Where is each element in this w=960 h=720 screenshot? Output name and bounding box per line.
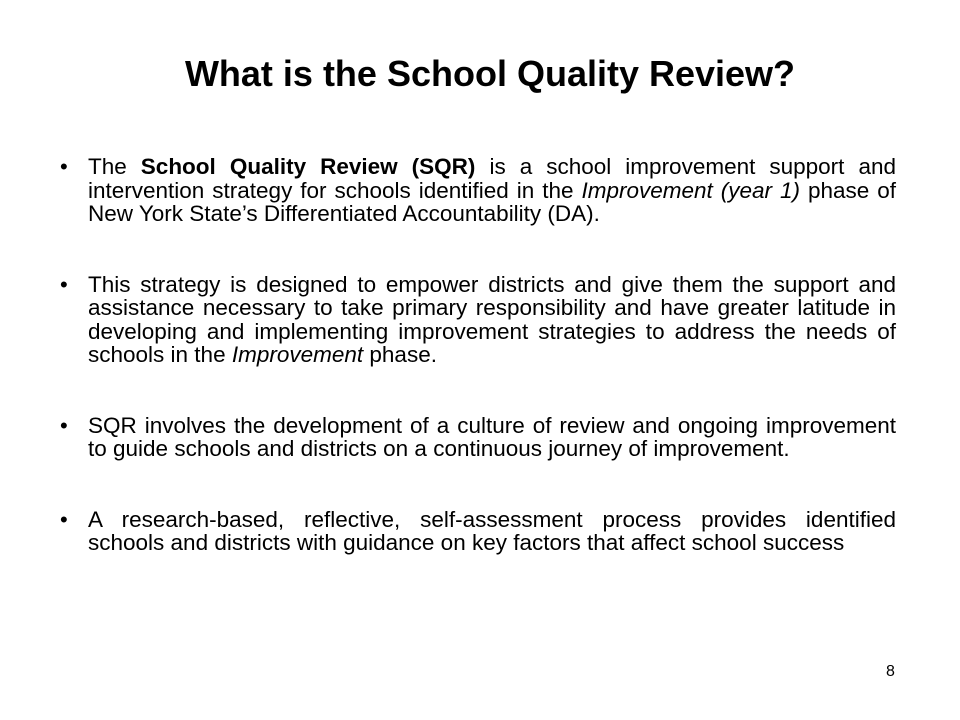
text-run: phase. [363, 342, 437, 367]
italic-term: Improvement [231, 342, 364, 367]
bullet-item-process [60, 508, 896, 555]
bullet-item-sqr-definition [60, 155, 896, 226]
bullet-text: SQR involves the development of a culture of review and ongoing improvement to guide schools and districts on a continuous journey of improvement. [88, 412, 896, 461]
bullet-icon: • [60, 412, 68, 438]
bullet-text [88, 154, 896, 226]
bullet-text [88, 272, 896, 368]
bullet-item-culture [60, 414, 896, 461]
bold-term: School Quality Review (SQR) [140, 154, 476, 179]
text-run: is a school improvement support and intervention strategy for schools identified in the [88, 154, 896, 203]
slide-title: What is the School Quality Review? [184, 53, 796, 94]
text-run: The [88, 154, 141, 179]
bullet-text: A research-based, reflective, self-assessment process provides identified schools and districts with guidance on key factors that affect school success [88, 506, 896, 555]
bullet-item-strategy [60, 273, 896, 367]
text-run: phase of New York State’s Differentiated Accountability (DA). [88, 177, 896, 226]
bullet-list [60, 155, 896, 555]
bullet-icon: • [60, 271, 68, 297]
italic-term: Improvement (year 1) [581, 177, 800, 203]
page-number: 8 [886, 663, 895, 680]
bullet-icon: • [60, 154, 68, 179]
text-run: This strategy is designed to empower districts and give them the support and assistance necessary to take primary responsibility and have greater latitude in developing and implementing improvement strategies to address the needs of schools in the [88, 271, 896, 367]
bullet-icon: • [60, 506, 68, 532]
